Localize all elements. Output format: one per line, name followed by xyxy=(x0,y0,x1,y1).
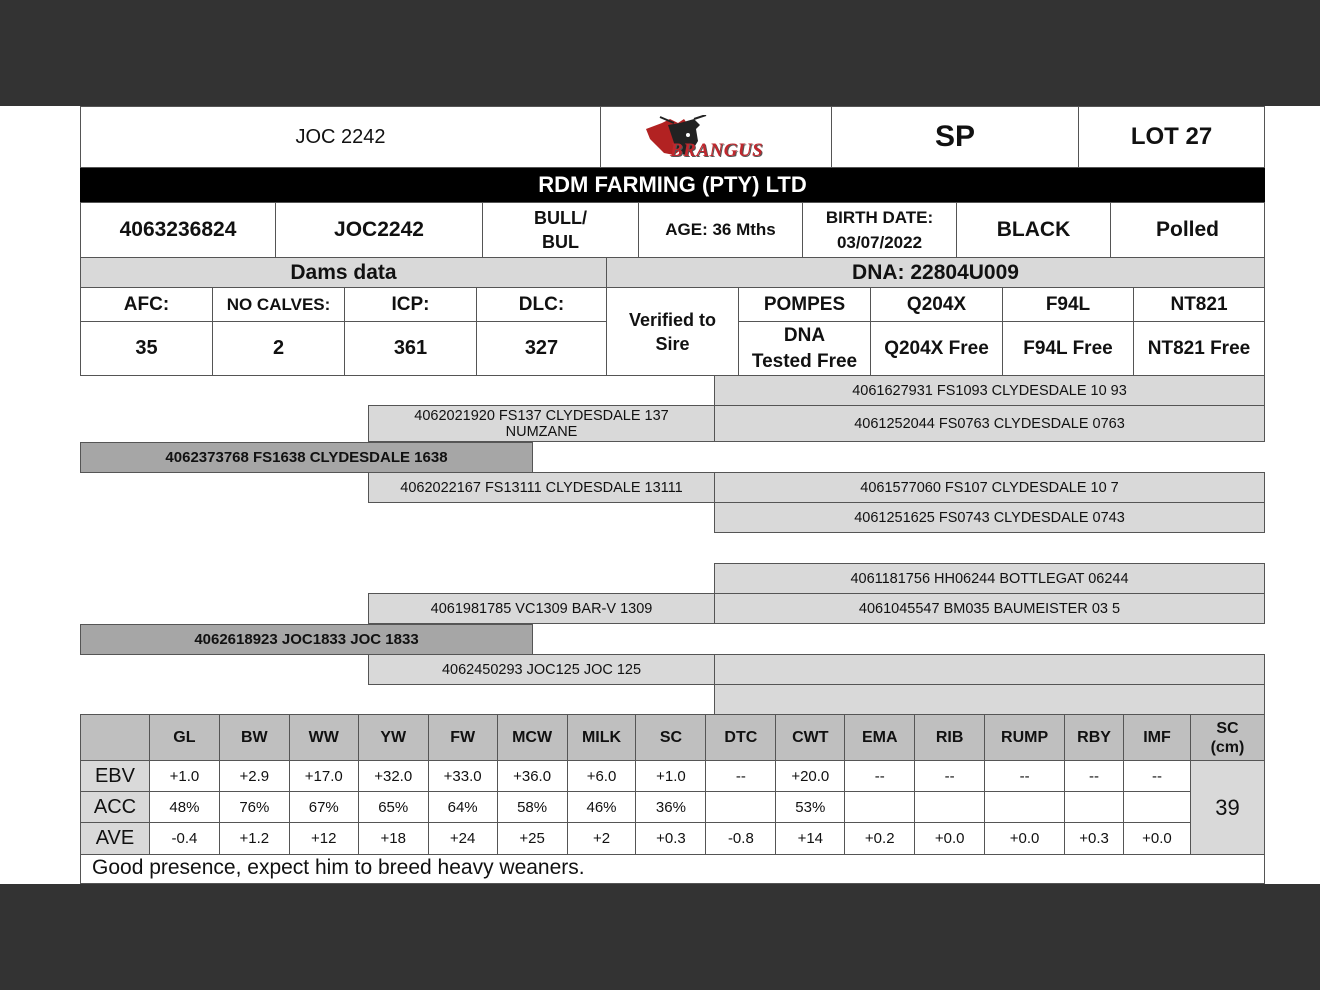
ebv-cell: +0.2 xyxy=(845,823,915,855)
ebv-header: DTC xyxy=(706,715,776,761)
dna-test-name: POMPES xyxy=(763,293,846,315)
birth-date-label: BIRTH DATE: xyxy=(825,208,934,227)
dna-result-q204x xyxy=(870,321,1003,376)
pedigree-sire-dam xyxy=(368,472,715,503)
ebv-cell: 46% xyxy=(567,792,636,823)
dams-value-calves xyxy=(212,321,345,376)
dna-result-pompes xyxy=(738,321,871,376)
ebv-header: MCW xyxy=(497,715,567,761)
sc-header-line2: (cm) xyxy=(1210,738,1245,756)
breeder-bar xyxy=(80,168,1265,202)
sex-line2: BUL xyxy=(542,232,579,252)
horn-status-cell xyxy=(1110,202,1265,258)
ebv-row xyxy=(81,761,1265,792)
pedigree-sd-sire xyxy=(714,472,1265,503)
dams-label-calves xyxy=(212,287,345,322)
pedigree-text: 4061181756 HH06244 BOTTLEGAT 06244 xyxy=(850,570,1129,587)
ebv-header: WW xyxy=(289,715,358,761)
dams-label-icp xyxy=(344,287,477,322)
ebv-cell: +17.0 xyxy=(289,761,358,792)
comment-text: Good presence, expect him to breed heavy weaners. xyxy=(92,855,585,879)
pedigree-dam xyxy=(80,624,533,655)
sp-cell xyxy=(831,106,1079,168)
ebv-header: GL xyxy=(149,715,219,761)
ebv-header: RBY xyxy=(1065,715,1124,761)
ebv-cell: +2.9 xyxy=(219,761,289,792)
horn-status: Polled xyxy=(1155,218,1219,241)
dams-label-text: AFC: xyxy=(123,293,170,315)
dams-value-text: 327 xyxy=(524,337,559,359)
pedigree-ss-dam xyxy=(714,405,1265,442)
ebv-cell: +12 xyxy=(289,823,358,855)
ebv-cell: +14 xyxy=(776,823,845,855)
pedigree-sd-dam xyxy=(714,502,1265,533)
ebv-cell: +1.0 xyxy=(636,761,706,792)
logo-text: BRANGUS xyxy=(670,140,764,161)
ebv-cell: +32.0 xyxy=(358,761,428,792)
dna-result-f94l xyxy=(1002,321,1134,376)
ebv-cell: +0.3 xyxy=(1065,823,1124,855)
ebv-header: RIB xyxy=(915,715,985,761)
ebv-cell: +33.0 xyxy=(428,761,497,792)
ebv-header-row xyxy=(81,715,1265,761)
tattoo-cell xyxy=(275,202,483,258)
colour: BLACK xyxy=(996,218,1071,241)
sp-label: SP xyxy=(934,120,976,153)
pedigree-dd-sire xyxy=(714,654,1265,685)
dna-result-line1: F94L Free xyxy=(1023,337,1113,359)
ebv-header: EMA xyxy=(845,715,915,761)
ebv-cell: +0.0 xyxy=(915,823,985,855)
colour-cell xyxy=(956,202,1111,258)
dams-title-text: Dams data xyxy=(290,260,397,284)
ebv-cell: 67% xyxy=(289,792,358,823)
pedigree-text: 4061577060 FS107 CLYDESDALE 10 7 xyxy=(860,479,1119,496)
ebv-header: RUMP xyxy=(985,715,1065,761)
ebv-header: IMF xyxy=(1124,715,1191,761)
pedigree-text: 4062021920 FS137 CLYDESDALE 137 xyxy=(414,407,669,424)
dna-title-text: DNA: 22804U009 xyxy=(852,260,1019,284)
ebv-cell: +24 xyxy=(428,823,497,855)
ebv-header: CWT xyxy=(776,715,845,761)
pedigree-ss-sire xyxy=(714,375,1265,406)
lot-number: LOT 27 xyxy=(1130,123,1213,150)
ebv-cell xyxy=(985,792,1065,823)
ebv-cell: 76% xyxy=(219,792,289,823)
ebv-cell: -- xyxy=(915,761,985,792)
ebv-cell: +0.3 xyxy=(636,823,706,855)
dams-value-afc xyxy=(80,321,213,376)
pedigree-text: 4061251625 FS0743 CLYDESDALE 0743 xyxy=(854,509,1125,526)
ebv-cell: +6.0 xyxy=(567,761,636,792)
pedigree-text: 4062618923 JOC1833 JOC 1833 xyxy=(194,630,419,648)
ebv-row xyxy=(81,792,1265,823)
ebv-cell: 36% xyxy=(636,792,706,823)
ebv-cell: -- xyxy=(845,761,915,792)
lot-cell xyxy=(1078,106,1265,168)
pedigree-dd-dam xyxy=(714,684,1265,715)
ebv-corner xyxy=(81,715,150,761)
ebv-cell: +1.0 xyxy=(149,761,219,792)
ebv-cell: +0.0 xyxy=(985,823,1065,855)
sex-cell xyxy=(482,202,639,258)
verified-line1: Verified to xyxy=(628,309,717,330)
logo-cell xyxy=(600,106,832,168)
ebv-cell: -0.8 xyxy=(706,823,776,855)
ebv-row-label: AVE xyxy=(81,823,150,855)
animal-id: JOC 2242 xyxy=(295,125,386,148)
dna-result-line1: Q204X Free xyxy=(884,337,989,359)
dna-test-pompes xyxy=(738,287,871,322)
sex-line1: BULL/ xyxy=(534,208,587,228)
ebv-row-label: EBV xyxy=(81,761,150,792)
ebv-cell xyxy=(1065,792,1124,823)
birth-date: 03/07/2022 xyxy=(836,233,923,252)
pedigree-text: 4061981785 VC1309 BAR-V 1309 xyxy=(430,600,653,617)
ebv-header: MILK xyxy=(567,715,636,761)
dna-result-nt821 xyxy=(1133,321,1265,376)
ebv-cell: +1.2 xyxy=(219,823,289,855)
pedigree-text: 4062450293 JOC125 JOC 125 xyxy=(441,661,642,678)
dna-result-line2: Tested Free xyxy=(751,350,858,372)
ebv-cell: +18 xyxy=(358,823,428,855)
pedigree-ds-dam xyxy=(714,593,1265,624)
ebv-cell: +36.0 xyxy=(497,761,567,792)
dna-test-name: Q204X xyxy=(906,293,967,315)
pedigree-dam-sire xyxy=(368,593,715,624)
ebv-cell: +0.0 xyxy=(1124,823,1191,855)
dna-test-nt821 xyxy=(1133,287,1265,322)
ebv-header: FW xyxy=(428,715,497,761)
ebv-cell: 65% xyxy=(358,792,428,823)
registration-cell xyxy=(80,202,276,258)
pedigree-text: 4061252044 FS0763 CLYDESDALE 0763 xyxy=(854,415,1125,432)
tattoo: JOC2242 xyxy=(334,218,424,241)
dams-label-text: NO CALVES: xyxy=(226,294,331,314)
dams-label-text: ICP: xyxy=(391,293,430,315)
dna-test-name: F94L xyxy=(1045,293,1091,315)
age-cell xyxy=(638,202,803,258)
ebv-cell: -- xyxy=(985,761,1065,792)
verified-to-sire xyxy=(606,287,739,376)
dams-value-dlc xyxy=(476,321,607,376)
dams-label-afc xyxy=(80,287,213,322)
ebv-row-label: ACC xyxy=(81,792,150,823)
ebv-cell xyxy=(706,792,776,823)
ebv-cell xyxy=(915,792,985,823)
pedigree-text: 4061627931 FS1093 CLYDESDALE 10 93 xyxy=(852,382,1127,399)
pedigree-sire-sire xyxy=(368,405,715,442)
pedigree-text: 4062373768 FS1638 CLYDESDALE 1638 xyxy=(165,448,448,466)
dna-result-line1: DNA xyxy=(783,324,826,346)
ebv-cell: +2 xyxy=(567,823,636,855)
dams-data-title xyxy=(80,257,607,288)
pedigree-text: NUMZANE xyxy=(505,423,578,440)
registration-number: 4063236824 xyxy=(119,218,237,241)
breeder-name: RDM FARMING (PTY) LTD xyxy=(538,172,807,197)
dna-test-name: NT821 xyxy=(1170,293,1228,315)
animal-id-cell xyxy=(80,106,601,168)
ebv-cell: 53% xyxy=(776,792,845,823)
dna-test-f94l xyxy=(1002,287,1134,322)
dna-title xyxy=(606,257,1265,288)
ebv-cell: -0.4 xyxy=(149,823,219,855)
ebv-header: BW xyxy=(219,715,289,761)
ebv-cell: -- xyxy=(1065,761,1124,792)
lot-card xyxy=(0,106,1320,884)
brangus-logo xyxy=(636,113,796,161)
pedigree-ds-sire xyxy=(714,563,1265,594)
dams-value-text: 35 xyxy=(135,337,158,359)
dams-label-dlc xyxy=(476,287,607,322)
pedigree-text: 4062022167 FS13111 CLYDESDALE 13111 xyxy=(400,479,683,496)
pedigree-sire xyxy=(80,442,533,473)
dams-value-text: 2 xyxy=(272,337,285,359)
ebv-header: SC xyxy=(636,715,706,761)
ebv-row xyxy=(81,823,1265,855)
ebv-cell: 58% xyxy=(497,792,567,823)
ebv-cell xyxy=(845,792,915,823)
ebv-header: YW xyxy=(358,715,428,761)
comment-box xyxy=(80,852,1265,884)
pedigree-dam-dam xyxy=(368,654,715,685)
dams-label-text: DLC: xyxy=(518,293,565,315)
sc-cm-header xyxy=(1190,715,1264,761)
ebv-cell: 64% xyxy=(428,792,497,823)
ebv-table xyxy=(80,714,1265,855)
ebv-cell: -- xyxy=(706,761,776,792)
dna-test-q204x xyxy=(870,287,1003,322)
sc-header-line1: SC xyxy=(1216,719,1239,737)
pedigree-text: 4061045547 BM035 BAUMEISTER 03 5 xyxy=(858,600,1121,617)
ebv-cell xyxy=(1124,792,1191,823)
ebv-cell: +25 xyxy=(497,823,567,855)
ebv-cell: 48% xyxy=(149,792,219,823)
verified-line2: Sire xyxy=(655,333,690,354)
ebv-cell: +20.0 xyxy=(776,761,845,792)
birth-date-cell xyxy=(802,202,957,258)
dna-result-line1: NT821 Free xyxy=(1147,337,1251,359)
age: AGE: 36 Mths xyxy=(665,220,776,239)
dams-value-icp xyxy=(344,321,477,376)
ebv-cell: -- xyxy=(1124,761,1191,792)
dams-value-text: 361 xyxy=(393,337,428,359)
sc-cm-value: 39 xyxy=(1190,761,1264,855)
